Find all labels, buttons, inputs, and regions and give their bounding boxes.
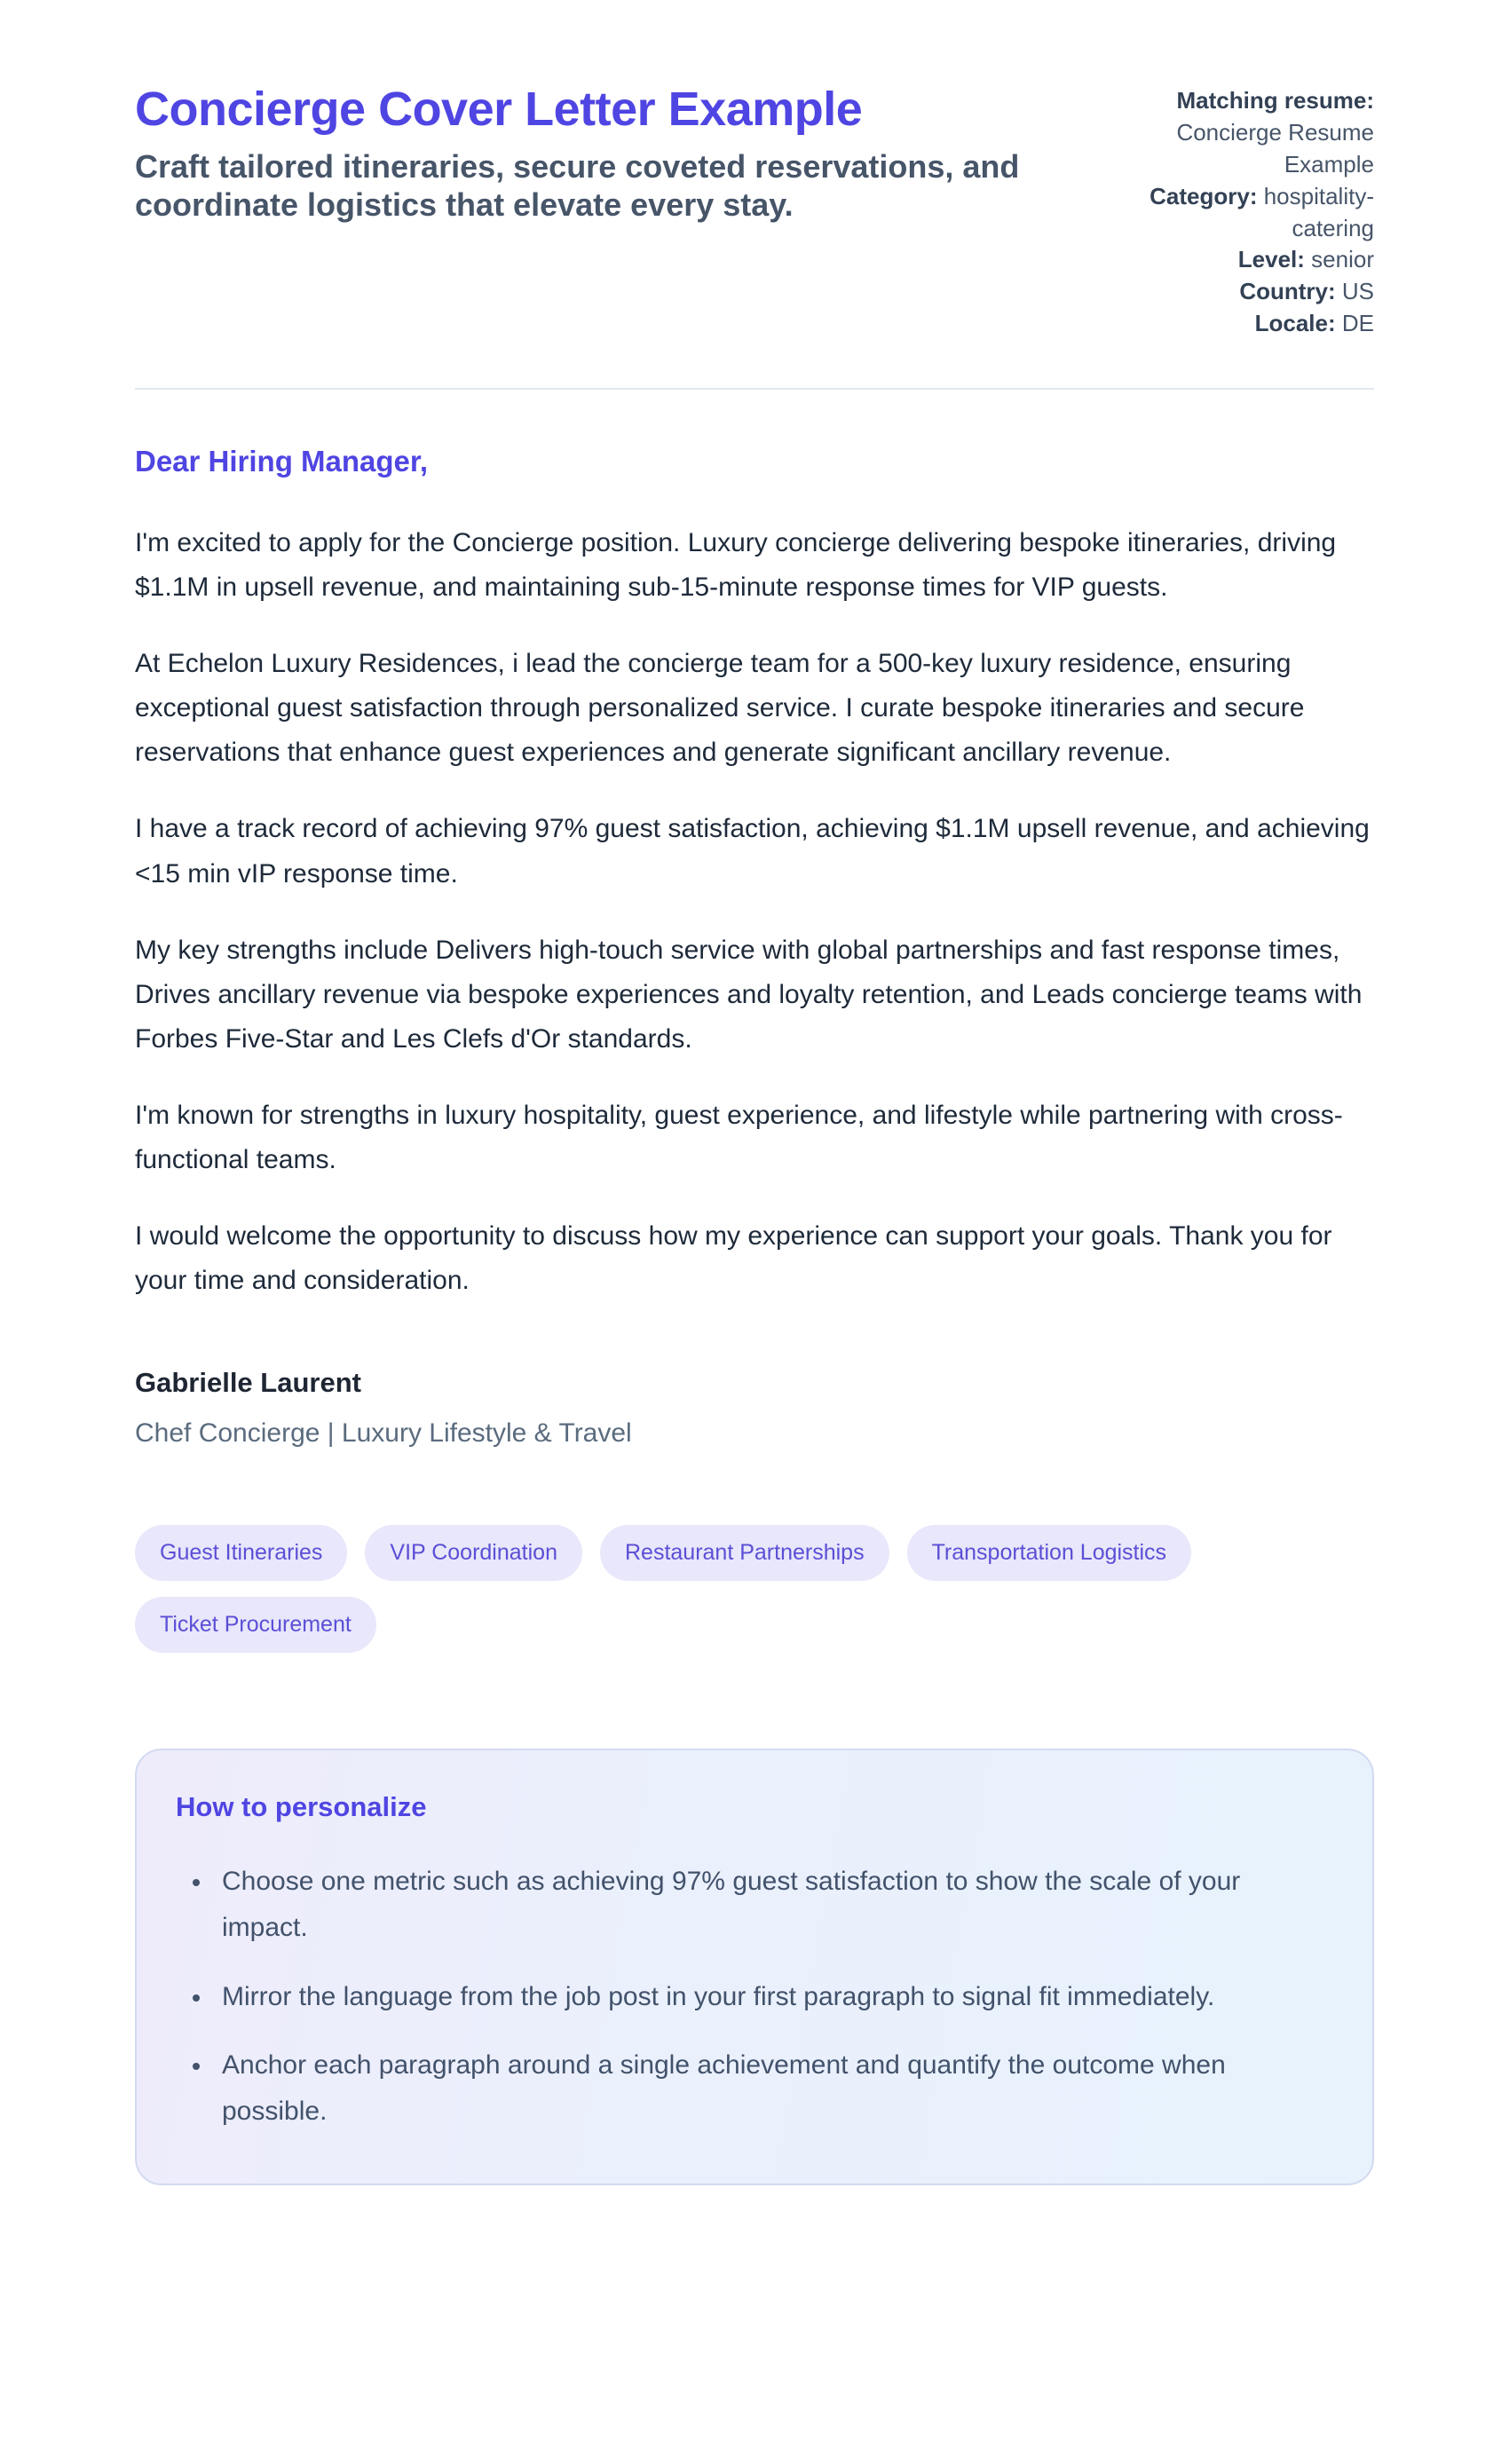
personalize-box	[135, 1749, 1374, 2185]
signature-name: Gabrielle Laurent	[135, 1367, 361, 1399]
page-title: Concierge Cover Letter Example	[135, 83, 863, 136]
meta-panel	[1097, 82, 1374, 340]
personalize-title: How to personalize	[176, 1791, 427, 1823]
signature-role: Chef Concierge | Luxury Lifestyle & Travel	[135, 1418, 632, 1449]
tag-pill-guest-itineraries: Guest Itineraries	[135, 1525, 347, 1581]
letter-paragraph-2: At Echelon Luxury Residences, i lead the concierge team for a 500-key luxury residence, ensuring exceptional guest satisfaction through personalized service. I curate bespoke itineraries and secure reservations that enhance guest experiences and generate significant ancillary revenue.	[135, 649, 1305, 768]
letter-paragraph-1: I'm excited to apply for the Concierge position. Luxury concierge delivering bespoke itineraries, driving $1.1M in upsell revenue, and maintaining sub-15-minute response times for VIP guests.	[135, 528, 1337, 603]
meta-category	[1097, 181, 1374, 245]
personalize-tip-list	[176, 1859, 1328, 2134]
personalize-tip-2: • Mirror the language from the job post in your first paragraph to signal fit immediately.	[213, 1974, 1328, 2020]
letter-paragraph-4: My key strengths include Delivers high-touch service with global partnerships and fast response times, Drives ancillary revenue via bespoke experiences and loyalty retention, and Leads concierge teams with Forbes Five-Star and Les Clefs d'Or standards.	[135, 935, 1363, 1054]
salutation: Dear Hiring Manager,	[135, 445, 429, 478]
meta-label: Matching resume:	[1176, 87, 1374, 114]
meta-label: Locale:	[1254, 310, 1336, 337]
tag-pill-transportation-logistics: Transportation Logistics	[907, 1525, 1191, 1581]
personalize-tip-1: • Choose one metric such as achieving 97% guest satisfaction to show the scale of your impact.	[213, 1859, 1328, 1950]
tag-list	[135, 1525, 1374, 1653]
meta-matching-resume	[1097, 85, 1374, 181]
header	[135, 82, 1374, 340]
letter-paragraph-3: I have a track record of achieving 97% guest satisfaction, achieving $1.1M upsell revenue, and achieving <15 min vIP response time.	[135, 814, 1370, 888]
letter-paragraph-5: I'm known for strengths in luxury hospitality, guest experience, and lifestyle while partnering with cross-functional teams.	[135, 1100, 1343, 1175]
tag-pill-vip-coordination: VIP Coordination	[365, 1525, 582, 1581]
meta-label: Category:	[1150, 182, 1258, 209]
meta-value: Concierge Resume Example	[1176, 118, 1374, 178]
meta-label: Level:	[1237, 246, 1305, 273]
personalize-tip-3: • Anchor each paragraph around a single achievement and quantify the outcome when possible.	[213, 2042, 1328, 2134]
meta-level	[1097, 244, 1374, 276]
meta-value: hospitality-catering	[1263, 182, 1374, 241]
meta-value: DE	[1341, 310, 1374, 337]
meta-value: US	[1341, 278, 1374, 305]
meta-locale	[1097, 308, 1374, 340]
meta-value: senior	[1311, 246, 1374, 273]
divider	[135, 388, 1374, 390]
tag-pill-ticket-procurement: Ticket Procurement	[135, 1597, 376, 1653]
header-title-block	[135, 82, 1076, 224]
meta-country	[1097, 276, 1374, 308]
tag-pill-restaurant-partnerships: Restaurant Partnerships	[600, 1525, 889, 1581]
meta-label: Country:	[1239, 278, 1336, 305]
page-subtitle: Craft tailored itineraries, secure coveted reservations, and coordinate logistics that elevate every stay.	[135, 148, 1020, 224]
letter-paragraph-6: I would welcome the opportunity to discuss how my experience can support your goals. Thank you for your time and consideration.	[135, 1221, 1332, 1296]
letter-body	[135, 445, 1374, 1449]
